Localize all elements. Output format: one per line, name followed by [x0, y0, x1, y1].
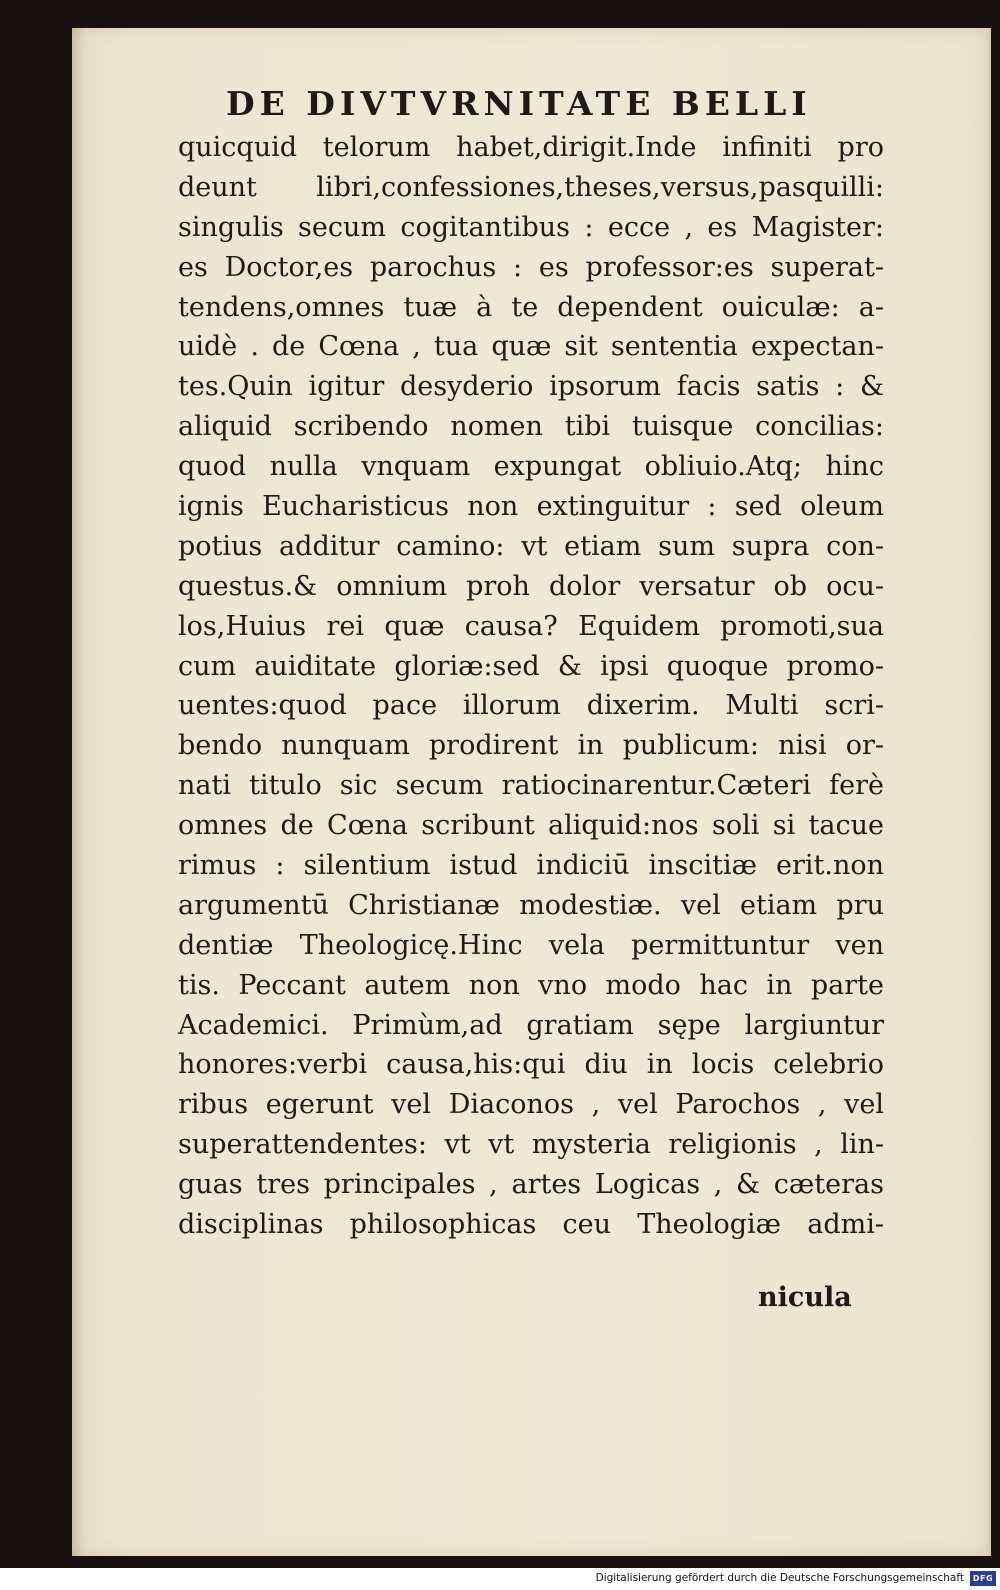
text-line: rimus : silentium istud indiciū inscitiæ erit.non	[178, 850, 884, 882]
text-line: tes.Quin igitur desyderio ipsorum facis satis : &	[178, 371, 884, 403]
funding-credit: Digitalisierung gefördert durch die Deutsche Forschungsgemeinschaft	[595, 1572, 964, 1584]
running-head: DE DIVTVRNITATE BELLI	[226, 84, 812, 123]
digitization-footer	[0, 1568, 1000, 1590]
text-line: aliquid scribendo nomen tibi tuisque concilias:	[178, 411, 884, 443]
text-line: ribus egerunt vel Diaconos , vel Parochos , vel	[178, 1089, 884, 1121]
text-line: uidè . de Cœna , tua quæ sit sententia expectan-	[178, 331, 884, 363]
text-line: nati titulo sic secum ratiocinarentur.Cæteri ferè	[178, 770, 884, 802]
text-line: quod nulla vnquam expungat obliuio.Atq; hinc	[178, 451, 884, 483]
text-line: omnes de Cœna scribunt aliquid:nos soli si tacue	[178, 810, 884, 842]
text-line: argumentū Christianæ modestiæ. vel etiam pru	[178, 889, 884, 921]
text-line: deunt libri,confessiones,theses,versus,pasquilli:	[178, 171, 884, 203]
text-line: bendo nunquam prodirent in publicum: nisi or-	[178, 730, 884, 762]
text-line: questus.& omnium proh dolor versatur ob ocu-	[178, 570, 884, 602]
text-line: cum auiditate gloriæ:sed & ipsi quoque promo-	[178, 650, 884, 682]
text-line: honores:verbi causa,his:qui diu in locis celebrio	[178, 1049, 884, 1081]
text-line: dentiæ Theologicę.Hinc vela permittuntur ven	[178, 929, 884, 961]
text-line: ignis Eucharisticus non extinguitur : sed oleum	[178, 491, 884, 523]
text-line: disciplinas philosophicas ceu Theologiæ admi-	[178, 1209, 884, 1241]
text-line: tendens,omnes tuæ à te dependent ouiculæ: a-	[178, 291, 884, 323]
text-line: quicquid telorum habet,dirigit.Inde infiniti pro	[178, 132, 884, 163]
text-line: es Doctor,es parochus : es professor:es superat-	[178, 251, 884, 283]
text-line: superattendentes: vt vt mysteria religionis , lin-	[178, 1129, 884, 1161]
text-line: tis. Peccant autem non vno modo hac in parte	[178, 969, 884, 1001]
text-line: singulis secum cogitantibus : ecce , es Magister:	[178, 211, 884, 243]
text-line: los,Huius rei quæ causa? Equidem promoti,sua	[178, 610, 884, 642]
text-line: guas tres principales , artes Logicas , & cæteras	[178, 1169, 884, 1201]
catchword: nicula	[758, 1282, 852, 1313]
page-gutter-shading	[72, 28, 86, 1556]
dfg-logo-icon: DFG	[970, 1571, 996, 1586]
body-text	[178, 128, 884, 1245]
text-line: uentes:quod pace illorum dixerim. Multi scri-	[178, 690, 884, 722]
text-line: Academici. Primùm,ad gratiam sępe largiuntur	[178, 1009, 884, 1041]
text-line: potius additur camino: vt etiam sum supra con-	[178, 530, 884, 562]
